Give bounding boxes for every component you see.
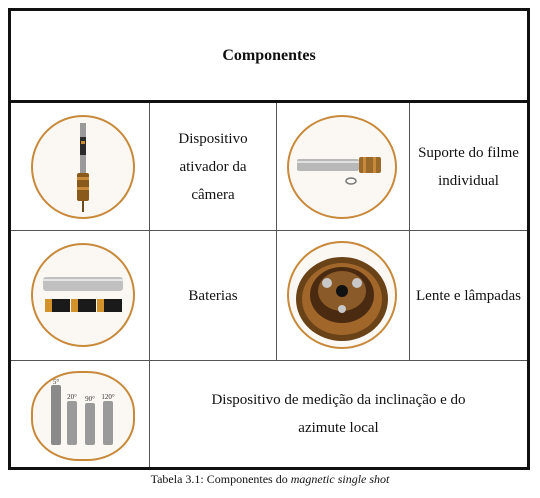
mark-20: 20° [67,393,77,401]
inclination-device-image [31,371,135,461]
label-batteries: Baterias [188,287,238,304]
components-table [8,8,530,470]
caption-prefix: Tabela 3.1: Componentes do [150,472,291,486]
table-header: Componentes [222,46,316,64]
batteries-image [31,243,135,347]
table-caption [0,472,540,487]
label-inclination-device: Dispositivo de medição da inclinação e do azimute local [211,392,466,436]
caption-italic: magnetic single shot [290,472,390,486]
label-lens-lamps: Lente e lâmpadas [416,287,521,304]
label-camera-activator: Dispositivo ativador da câmera [178,130,248,203]
film-holder-image [287,115,397,219]
lens-lamps-image [287,241,397,349]
mark-120: 120° [101,393,115,401]
camera-activator-image [31,115,135,219]
label-film-holder: Suporte do filme individual [418,144,519,189]
col-divider-2 [276,103,277,361]
mark-90: 90° [85,395,95,403]
mark-5: 5° [52,378,60,386]
